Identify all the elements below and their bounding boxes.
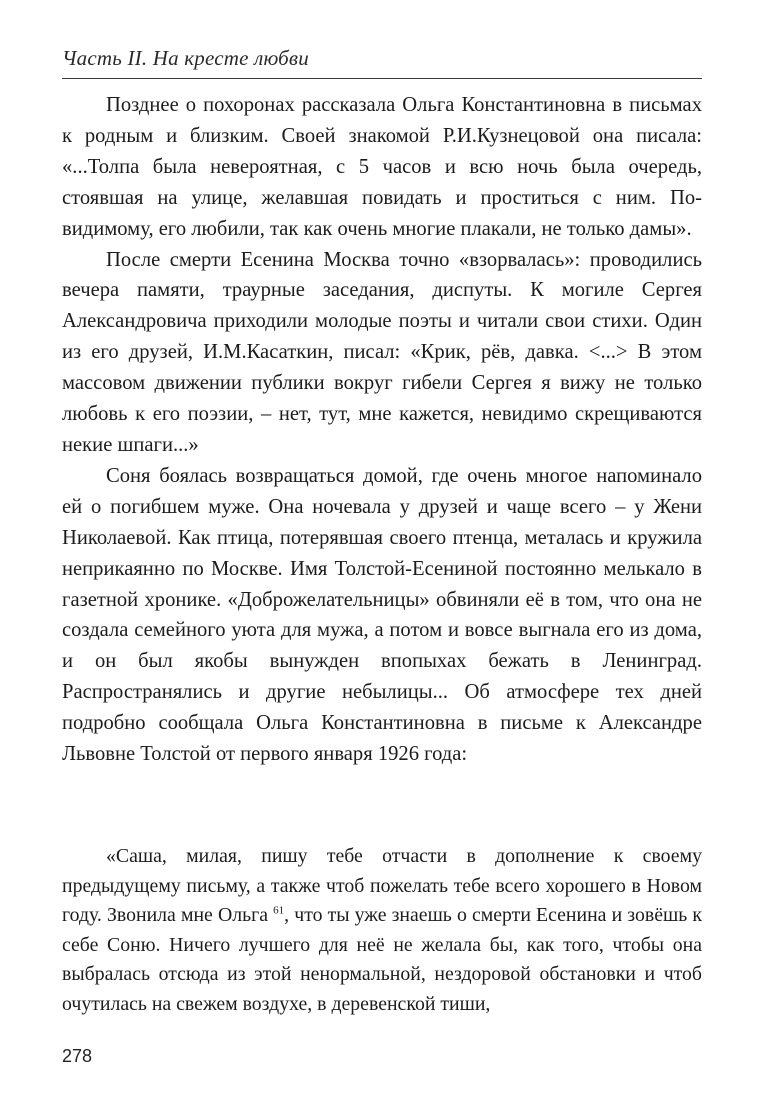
paragraph-1: Позднее о похоронах рассказала Ольга Константиновна в письмах к родным и близким. Своей знакомой Р.И.Кузнецовой она писала: «...Толпа была невероятная, с 5 часов и всю ночь была очередь, стоявшая на улице, желавшая повидать и проститься с ним. По-видимому, его любили, так как очень многие плакали, не только дамы».: [62, 94, 702, 240]
quote-paragraph: [62, 842, 702, 1020]
main-text: [62, 90, 702, 770]
paragraph-2: После смерти Есенина Москва точно «взорвалась»: проводились вечера памяти, траурные заседания, диспуты. К могиле Сергея Александровича приходили молодые поэты и читали свои стихи. Один из его друзей, И.М.Касаткин, писал: «Крик, рёв, давка. <...> В этом массовом движении публики вокруг гибели Сергея я вижу не только любовь к его поэзии, – нет, тут, мне кажется, невидимо скрещиваются некие шпаги...»: [62, 248, 702, 456]
paragraph-3: Соня боялась возвращаться домой, где очень многое напоминало ей о погибшем муже. Она ночевала у друзей и чаще всего – у Жени Николаевой. Как птица, потерявшая своего птенца, металась и кружила неприкаянно по Москве. Имя Толстой-Есениной постоянно мелькало в газетной хронике. «Доброжелательницы» обвиняли её в том, что она не создала семейного уюта для мужа, а потом и вовсе выгнала его из дома, и он был якобы вынужден впопыхах бежать в Ленинград. Распространялись и другие небылицы... Об атмосфере тех дней подробно сообщала Ольга Константиновна в письме к Александре Львовне Толстой от первого января 1926 года:: [62, 464, 702, 766]
quote-text-start: «Саша, милая, пишу тебе отчасти в дополнение к своему предыдущему письму, а также чтоб пожелать тебе всего хорошего в Новом году. Звонила мне Ольга: [62, 845, 702, 927]
header-rule: [62, 78, 702, 79]
footnote-marker: 61: [273, 904, 285, 917]
running-head: Часть II. На кресте любви: [62, 46, 309, 70]
quote-text-end: , что ты уже знаешь о смерти Есенина и зовёшь к себе Соню. Ничего лучшего для неё не желала бы, как того, чтобы она выбралась отсюда из этой ненормальной, нездоровой обстановки и чтоб очутилась на свежем воздухе, в деревенской тиши,: [62, 904, 702, 1015]
page-number: 278: [62, 1046, 93, 1066]
letter-quote: [62, 842, 702, 1020]
